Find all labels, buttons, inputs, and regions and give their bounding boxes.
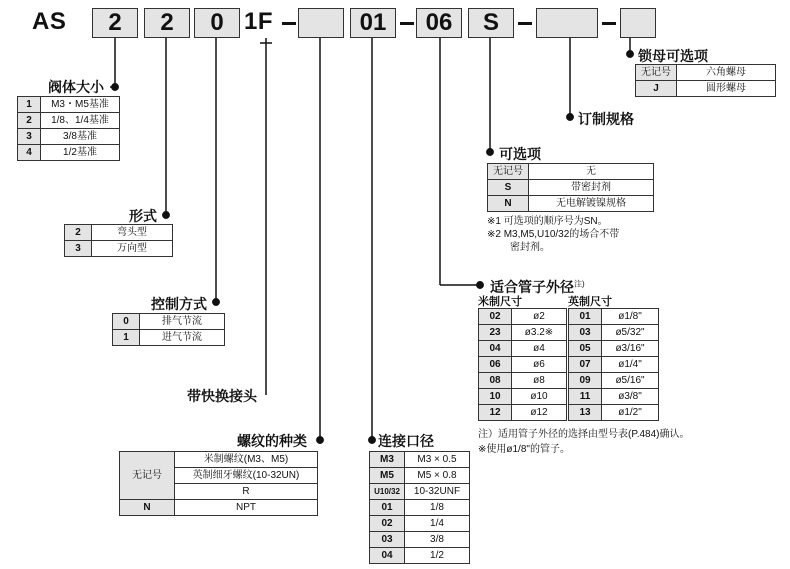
table-cell: 05 (569, 341, 602, 357)
table-cell: ø12 (512, 405, 567, 421)
table-cell: ø10 (512, 389, 567, 405)
thread-title: 螺纹的种类 (237, 433, 307, 449)
table-cell: 万向型 (92, 241, 173, 257)
table-cell: 3/8基准 (41, 129, 120, 145)
code-box-custom (536, 8, 598, 38)
table-cell: ø4 (512, 341, 567, 357)
code-box-locknut (620, 8, 656, 38)
table-cell: ø3/16" (602, 341, 659, 357)
table-cell: 23 (479, 325, 512, 341)
table-cell: 六角螺母 (677, 65, 776, 81)
code-fixed: 1F (244, 8, 274, 35)
table-cell: 无记号 (636, 65, 677, 81)
table-cell: ø6 (512, 357, 567, 373)
tube-inch-head: 英制尺寸 (568, 296, 612, 308)
leader-dot-thread (317, 437, 323, 443)
table-cell: 0 (113, 314, 140, 330)
port-table (369, 451, 470, 564)
table-row (65, 241, 173, 257)
code-dash (400, 22, 414, 25)
table-cell: ø5/32" (602, 325, 659, 341)
table-row (120, 500, 318, 516)
table-row (370, 516, 470, 532)
locknut-table (635, 64, 776, 97)
table-cell: 排气节流 (140, 314, 225, 330)
table-cell: 英制细牙螺纹(10-32UN) (175, 468, 318, 484)
table-row (488, 196, 654, 212)
code-dash (518, 22, 532, 25)
table-cell: 米制螺纹(M3、M5) (175, 452, 318, 468)
table-cell: 06 (479, 357, 512, 373)
table-row (370, 500, 470, 516)
table-cell: 3 (65, 241, 92, 257)
table-row (479, 357, 567, 373)
table-cell: 进气节流 (140, 330, 225, 346)
table-row (569, 373, 659, 389)
table-cell: R (175, 484, 318, 500)
table-cell: 1/2 (405, 548, 470, 564)
table-cell: 02 (370, 516, 405, 532)
table-row (569, 405, 659, 421)
table-cell: 1/4 (405, 516, 470, 532)
table-cell: 1 (113, 330, 140, 346)
option-note-3: 密封剂。 (510, 242, 550, 253)
table-row (479, 341, 567, 357)
leader-dot-option (487, 149, 493, 155)
leader-dot-port (369, 437, 375, 443)
leader-dot-locknut (627, 51, 633, 57)
table-cell: J (636, 81, 677, 97)
table-row (65, 225, 173, 241)
table-row (370, 452, 470, 468)
table-cell: N (120, 500, 175, 516)
table-cell: 弯头型 (92, 225, 173, 241)
tube-title: 适合管子外径$^{注)}$ (490, 279, 585, 295)
table-cell: M5 (370, 468, 405, 484)
table-cell: 11 (569, 389, 602, 405)
table-cell: ø1/8" (602, 309, 659, 325)
table-row (113, 330, 225, 346)
table-cell: 1/8 (405, 500, 470, 516)
table-row (636, 65, 776, 81)
table-row (569, 341, 659, 357)
leader-dot-tube (477, 282, 483, 288)
code-box-port: 01 (350, 8, 396, 38)
table-cell: 09 (569, 373, 602, 389)
table-row (370, 548, 470, 564)
option-note-2: ※2 M3,M5,U10/32的场合不带 (487, 229, 620, 240)
table-cell: 无电解镀镍规格 (529, 196, 654, 212)
table-cell: 07 (569, 357, 602, 373)
table-cell: 02 (479, 309, 512, 325)
table-row (479, 405, 567, 421)
table-cell: 1/2基准 (41, 145, 120, 161)
tube-note-2: ※使用ø1/8"的管子。 (478, 444, 570, 455)
table-cell: 01 (569, 309, 602, 325)
table-cell: NPT (175, 500, 318, 516)
custom-title: 订制规格 (578, 111, 634, 127)
code-box-control: 0 (194, 8, 240, 38)
table-row (569, 389, 659, 405)
tube-metric-table (478, 308, 567, 421)
table-row (488, 164, 654, 180)
code-box-size: 2 (92, 8, 138, 38)
leader-dot-body-size (112, 84, 118, 90)
table-row (569, 325, 659, 341)
body-type-title: 形式 (129, 208, 157, 224)
table-row (479, 389, 567, 405)
table-cell: 圆形螺母 (677, 81, 776, 97)
table-row (370, 468, 470, 484)
table-cell: U10/32 (370, 484, 405, 500)
tube-inch-table (568, 308, 659, 421)
table-cell: ø1/2" (602, 405, 659, 421)
table-cell: 13 (569, 405, 602, 421)
leader-dot-custom (567, 114, 573, 120)
tube-metric-head: 米制尺寸 (478, 296, 522, 308)
table-row (18, 145, 120, 161)
leader-dot-control (213, 299, 219, 305)
table-row (479, 325, 567, 341)
table-cell: ø8 (512, 373, 567, 389)
table-cell: 带密封剂 (529, 180, 654, 196)
table-cell: 3 (18, 129, 41, 145)
table-row (479, 309, 567, 325)
code-box-option: S (468, 8, 514, 38)
leader-dot-body-type (163, 212, 169, 218)
table-cell: 无 (529, 164, 654, 180)
table-cell: M3 × 0.5 (405, 452, 470, 468)
table-row (18, 113, 120, 129)
thread-table (119, 451, 318, 516)
table-row (569, 309, 659, 325)
table-cell: N (488, 196, 529, 212)
table-cell: 4 (18, 145, 41, 161)
table-cell: M3・M5基准 (41, 97, 120, 113)
table-cell: ø1/4" (602, 357, 659, 373)
body-size-title: 阀体大小 (48, 79, 104, 95)
option-title: 可选项 (499, 146, 541, 162)
table-row (479, 373, 567, 389)
table-row (18, 129, 120, 145)
table-row (636, 81, 776, 97)
table-cell: 01 (370, 500, 405, 516)
table-cell: 1/8、1/4基准 (41, 113, 120, 129)
code-box-tube: 06 (416, 8, 462, 38)
option-table (487, 163, 654, 212)
table-cell: 12 (479, 405, 512, 421)
table-cell: M3 (370, 452, 405, 468)
table-cell: 03 (569, 325, 602, 341)
table-cell: 10 (479, 389, 512, 405)
table-cell: 3/8 (405, 532, 470, 548)
table-row (18, 97, 120, 113)
table-cell: 10-32UNF (405, 484, 470, 500)
table-cell: S (488, 180, 529, 196)
table-row (370, 484, 470, 500)
quick-fitting-title: 带快换接头 (187, 388, 257, 404)
table-row (113, 314, 225, 330)
code-dash (602, 22, 616, 25)
code-dash (282, 22, 296, 25)
table-row (488, 180, 654, 196)
option-note-1: ※1 可选项的顺序号为SN。 (487, 216, 608, 227)
locknut-title: 锁母可选项 (638, 48, 708, 64)
table-row (370, 532, 470, 548)
table-cell: 2 (18, 113, 41, 129)
table-cell: 1 (18, 97, 41, 113)
model-prefix: AS (32, 8, 67, 35)
table-cell: 04 (479, 341, 512, 357)
body-size-table (17, 96, 120, 161)
table-cell: 无记号 (120, 452, 175, 500)
table-cell: 03 (370, 532, 405, 548)
body-type-table (64, 224, 173, 257)
table-cell: ø5/16" (602, 373, 659, 389)
table-cell: ø2 (512, 309, 567, 325)
table-cell: 08 (479, 373, 512, 389)
table-row (120, 452, 318, 468)
table-cell: ø3/8" (602, 389, 659, 405)
table-cell: M5 × 0.8 (405, 468, 470, 484)
table-cell: 2 (65, 225, 92, 241)
port-title: 连接口径 (378, 433, 434, 449)
control-table (112, 313, 225, 346)
table-cell: 04 (370, 548, 405, 564)
table-cell: ø3.2※ (512, 325, 567, 341)
code-box-type: 2 (144, 8, 190, 38)
table-row (569, 357, 659, 373)
code-box-thread (298, 8, 344, 38)
tube-note-1: 注）适用管子外径的选择由型号表(P.484)确认。 (478, 429, 690, 440)
table-cell: 无记号 (488, 164, 529, 180)
control-title: 控制方式 (151, 296, 207, 312)
